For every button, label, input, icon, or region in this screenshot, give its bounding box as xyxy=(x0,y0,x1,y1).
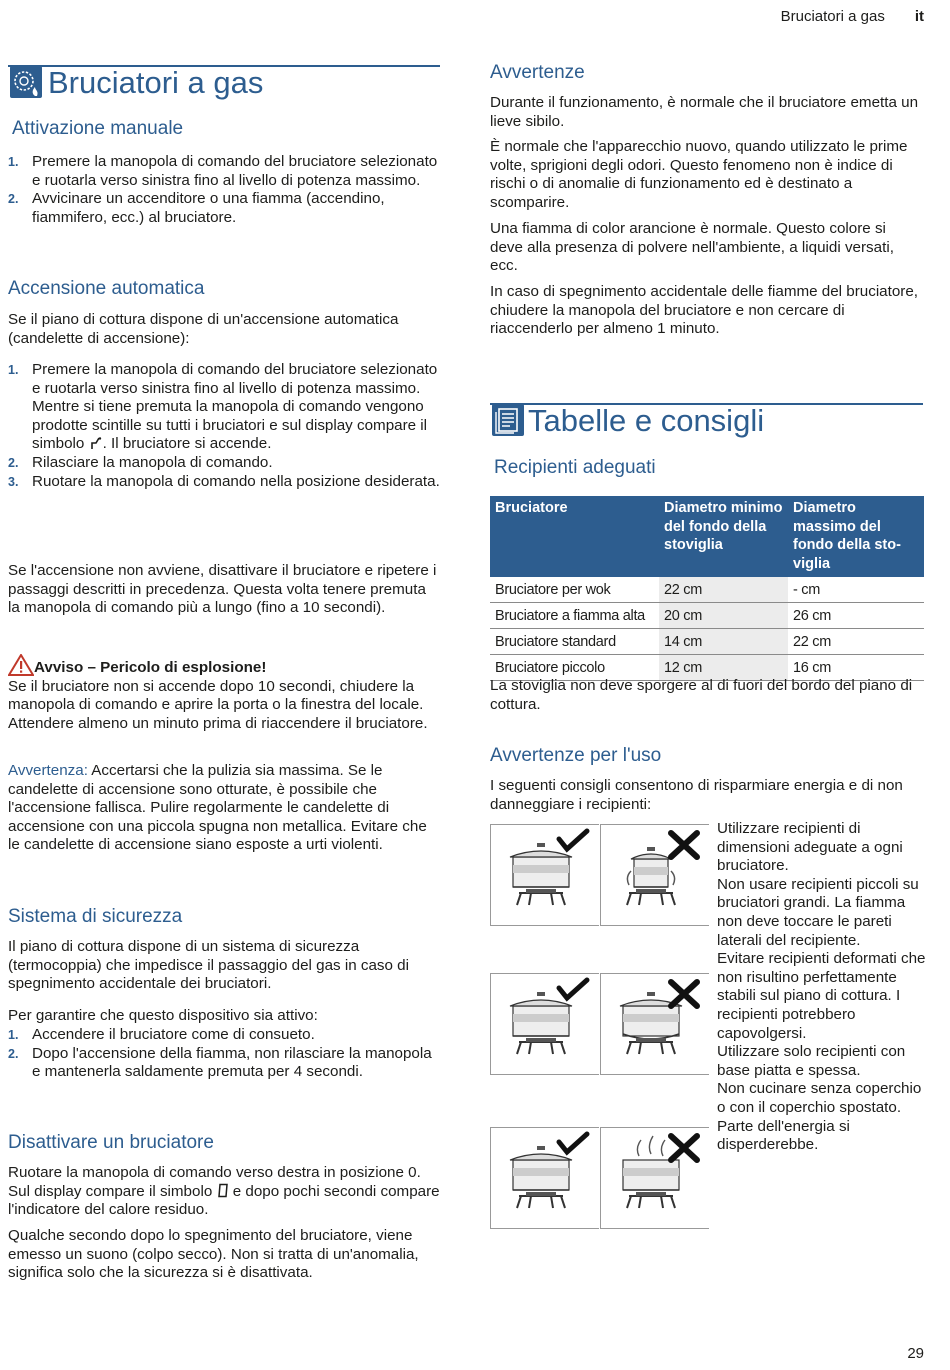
auto-heading: Accensione automatica xyxy=(8,278,205,299)
correct-pot-icon xyxy=(490,824,599,926)
pots-heading: Recipienti adeguati xyxy=(494,457,656,478)
table-row: Bruciatore per wok 22 cm - cm xyxy=(490,577,924,603)
safety-heading: Sistema di sicurezza xyxy=(8,906,183,927)
list-item: 1. Premere la manopola di comando del bruciatore selezionato e ruotarla verso sinistra fino al livello di potenza massimo. xyxy=(8,153,438,189)
table-row: Bruciatore standard 14 cm 22 cm xyxy=(490,629,924,655)
tables-book-icon xyxy=(492,404,524,436)
incorrect-pot-icon xyxy=(600,824,709,926)
pots-after: La stoviglia non deve sporgere al di fuori del bordo del piano di cottura. xyxy=(490,677,913,713)
manual-heading: Attivazione manuale xyxy=(12,118,184,139)
manual-steps xyxy=(8,153,440,227)
gas-burner-icon xyxy=(10,66,42,98)
header-section: Bruciatori a gas xyxy=(780,8,885,25)
correct-pot-icon xyxy=(490,1127,599,1229)
usage-tips: Utilizzare recipienti di dimensioni adeguate a ogni bruciatore. Non usare recipienti piccoli su bruciatori grandi. La fiamma non deve toccare le pareti laterali del recipiente. Evitare recipienti deformati che non risultino perfettamente stabili sul piano di cottura. I recipienti potrebbero capovolgersi. Utilizzare solo recipienti con base piatta e spessa. Non cucinare senza coperchio o con il coperchio spostato. Parte dell'energia si disperderebbe. xyxy=(717,820,926,1154)
table-header-row xyxy=(490,496,924,577)
note-label: Avvertenza: xyxy=(8,762,88,779)
list-item: 2. Avvicinare un accenditore o una fiamma (accendino, fiammifero, ecc.) al bruciatore. xyxy=(8,190,385,226)
table-row: Bruciatore a fiamma alta 20 cm 26 cm xyxy=(490,603,924,629)
tables-title: Tabelle e consigli xyxy=(528,403,765,438)
list-item: 1. Accendere il bruciatore come di consueto. xyxy=(8,1026,315,1043)
correct-pot-icon xyxy=(490,973,599,1075)
list-item: 2. Dopo l'accensione della fiamma, non rilasciare la manopola e mantenerla saldamente premuta per 4 secondi. xyxy=(8,1044,432,1081)
ignition-note: Avvertenza: Accertarsi che la pulizia sia massima. Se le candelette di accensione sono otturate, è possibile che l'accensione fallisca. Pulire regolarmente le candelette di accensione con una piccola spugna non metallica. Evitare che le candelette di accensione siano esposte a urti violenti. xyxy=(8,762,427,854)
safety-p1: Il piano di cottura dispone di un sistema di sicurezza (termocoppia) che impedisce il passaggio del gas in caso di spegnimento accidentale dei bruciatori. xyxy=(8,938,409,993)
page-title: Bruciatori a gas xyxy=(48,65,264,100)
usage-intro: I seguenti consigli consentono di risparmiare energia e di non danneggiare i recipienti: xyxy=(490,777,903,813)
auto-after: Se l'accensione non avviene, disattivare il bruciatore e ripetere i passaggi descritti in precedenza. Questa volta tenere premuta la manopola di comando più a lungo (fino a 10 secondi). xyxy=(8,562,437,617)
incorrect-pot-icon xyxy=(600,1127,709,1229)
safety-p2: Per garantire che questo dispositivo sia attivo: xyxy=(8,1007,318,1024)
explosion-warning xyxy=(8,654,440,733)
warning-title: Avviso – Pericolo di esplosione! xyxy=(34,659,267,676)
incorrect-pot-icon xyxy=(600,973,709,1075)
off-p1: Ruotare la manopola di comando verso destra in posizione 0. Sul display compare il simbolo e dopo pochi secondi compare l'indicatore del calore residuo. xyxy=(8,1164,440,1219)
list-item: 3. Ruotare la manopola di comando nella posizione desiderata. xyxy=(8,472,440,490)
list-item: 1. Premere la manopola di comando del bruciatore selezionato e ruotarla verso sinistra fino al livello di potenza massimo. Mentre si tiene premuta la manopola di comando vengono prodotte scintille su tutti i bruciatori e sul display compare il simbolo . Il bruciatore si accende. xyxy=(8,361,438,453)
safety-steps xyxy=(8,1026,440,1082)
table-row: Bruciatore piccolo 12 cm 16 cm xyxy=(490,655,924,681)
usage-heading: Avvertenze per l'uso xyxy=(490,745,662,766)
header-lang: it xyxy=(914,8,924,25)
off-p2: Qualche secondo dopo lo spegnimento del bruciatore, viene emesso un suono (colpo secco). Non si tratta di un'anomalia, significa solo che la sicurezza si è disattivata. xyxy=(8,1227,419,1282)
column-header: Bruciatore xyxy=(490,496,659,577)
notes-p2: È normale che l'apparecchio nuovo, quando utilizzato le prime volte, sprigioni degli odori. Questo fenomeno non è indice di rischi o di anomalie di funzionamento ed è destinato a scomparire. xyxy=(490,138,908,211)
column-header: Diametro massimo del fondo della sto-viglia xyxy=(788,496,924,577)
warning-triangle-icon xyxy=(8,654,34,676)
list-item: 2. Rilasciare la manopola di comando. xyxy=(8,453,273,471)
warning-text: Se il bruciatore non si accende dopo 10 secondi, chiudere la manopola di comando e aprire la porta o la finestra del locale. Attendere almeno un minuto prima di riaccendere il bruciatore. xyxy=(8,677,428,732)
auto-intro: Se il piano di cottura dispone di un'accensione automatica (candelette di accensione): xyxy=(8,311,399,347)
page-number: 29 xyxy=(907,1345,924,1363)
ignition-symbol-icon xyxy=(89,436,103,450)
zero-symbol-icon xyxy=(217,1183,229,1198)
column-header: Diametro minimo del fondo della stoviglia xyxy=(659,496,788,577)
notes-p1: Durante il funzionamento, è normale che il bruciatore emetta un lieve sibilo. xyxy=(490,94,919,130)
notes-p4: In caso di spegnimento accidentale delle fiamme del bruciatore, chiudere la manopola del bruciatore e non cercare di riaccenderlo per almeno 1 minuto. xyxy=(490,283,919,338)
auto-steps xyxy=(8,361,440,491)
running-header xyxy=(781,8,924,27)
notes-heading: Avvertenze xyxy=(490,62,585,83)
pots-table xyxy=(490,496,924,681)
notes-p3: Una fiamma di color arancione è normale. Questo colore si deve alla presenza di polvere nell'ambiente, a liquidi versati, ecc. xyxy=(490,220,894,275)
off-heading: Disattivare un bruciatore xyxy=(8,1132,214,1153)
